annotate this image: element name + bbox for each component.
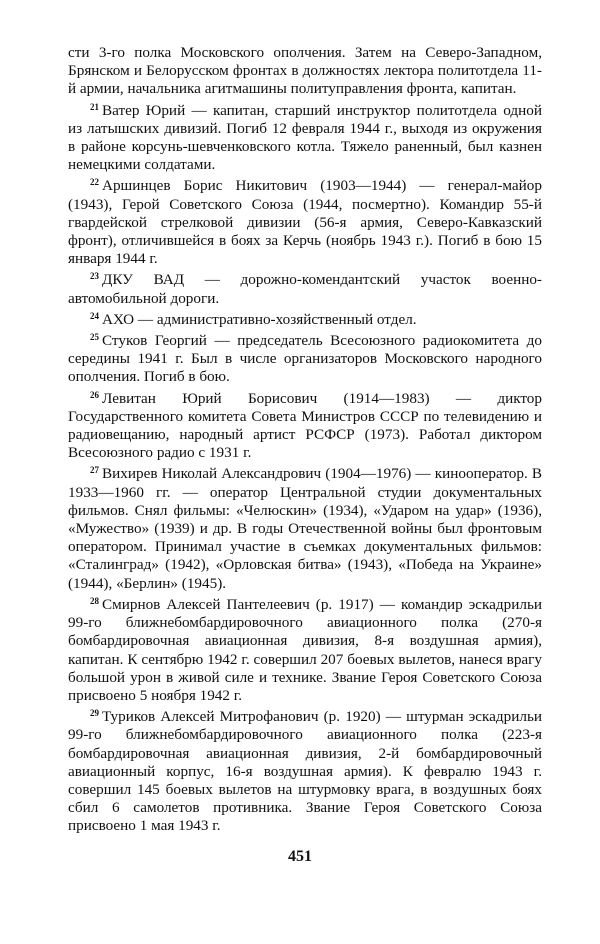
footnote-text: ДКУ ВАД — дорожно-комендантский участок военно-автомобильной дороги.	[68, 271, 542, 307]
footnote-number: 26	[90, 389, 99, 400]
footnote-number: 27	[90, 465, 99, 476]
footnotes-page	[68, 44, 542, 839]
footnote-25	[68, 332, 542, 387]
footnote-23	[68, 271, 542, 307]
footnote-text: АХО — административно-хозяйственный отдел.	[102, 310, 417, 328]
footnote-text: Левитан Юрий Борисович (1914—1983) — диктор Государственного комитета Совета Министров СССР по телевидению и радиовещанию, народный артист РСФСР (1973). Работал диктором Всесоюзного радио с 1931 г.	[68, 389, 542, 462]
footnote-number: 22	[90, 177, 99, 188]
footnote-26	[68, 390, 542, 463]
page-number: 451	[288, 848, 312, 865]
footnote-27	[68, 465, 542, 592]
footnote-21	[68, 102, 542, 175]
footnote-text: Смирнов Алексей Пантелеевич (р. 1917) — командир эскадрильи 99-го ближнебомбардировочного авиационного полка (270-я бомбардировочная авиационная дивизия, 8-я воздушная армия), капитан. К сентябрю 1942 г. совершил 207 боевых вылетов, нанеся врагу большой урон в живой силе и технике. Звание Героя Советского Союза присвоено 5 ноября 1942 г.	[68, 595, 542, 704]
footnote-number: 29	[90, 708, 99, 719]
footnote-24	[68, 311, 542, 329]
footnote-28	[68, 596, 542, 705]
footnote-number: 21	[90, 101, 99, 112]
footnote-number: 28	[90, 595, 99, 606]
footnote-text: Вихирев Николай Александрович (1904—1976) — кинооператор. В 1933—1960 гг. — оператор Центральной студии документальных фильмов. Снял фильмы: «Челюскин» (1934), «Ударом на удар» (1936), «Мужество» (1939) и др. В годы Отечественной войны был фронтовым оператором. Принимал участие в съемках документальных фильмов: «Сталинград» (1942), «Орловская битва» (1943), «Победа на Украине» (1944), «Берлин» (1945).	[68, 465, 542, 592]
footnote-22	[68, 177, 542, 268]
footnote-text: Туриков Алексей Митрофанович (р. 1920) — штурман эскадрильи 99-го ближнебомбардировочного авиационного полка (223-я бомбардировочная авиационная дивизия, 2-й бомбардировочный авиационный корпус, 16-я воздушная армия). К февралю 1943 г. совершил 145 боевых вылетов на штурмовку врага, в воздушных боях сбил 6 самолетов противника. Звание Героя Советского Союза присвоено 1 мая 1943 г.	[68, 708, 542, 835]
footnote-29	[68, 708, 542, 835]
footnote-continuation	[68, 44, 542, 99]
footnote-number: 25	[90, 332, 99, 343]
footnote-text: Стуков Георгий — председатель Всесоюзного радиокомитета до середины 1941 г. Был в числе организаторов Московского народного ополчения. Погиб в бою.	[68, 332, 542, 386]
footnote-text: Аршинцев Борис Никитович (1903—1944) — генерал-майор (1943), Герой Советского Союза (1944, посмертно). Командир 55-й гвардейской стрелковой дивизии (56-я армия, Северо-Кавказский фронт), отличившейся в боях за Керчь (ноябрь 1943 г.). Погиб в бою 15 января 1944 г.	[68, 177, 542, 268]
footnote-number: 24	[90, 310, 99, 321]
footnote-text: сти 3-го полка Московского ополчения. Затем на Северо-Западном, Брянском и Белорусском фронтах в должностях лектора политотдела 11-й армии, начальника агитмашины политуправления фронта, капитан.	[68, 44, 542, 98]
footnote-text: Ватер Юрий — капитан, старший инструктор политотдела одной из латышских дивизий. Погиб 12 февраля 1944 г., выходя из окружения в районе корсунь-шевченковского котла. Тяжело раненный, был казнен немецкими солдатами.	[68, 101, 542, 174]
footnote-number: 23	[90, 271, 99, 282]
